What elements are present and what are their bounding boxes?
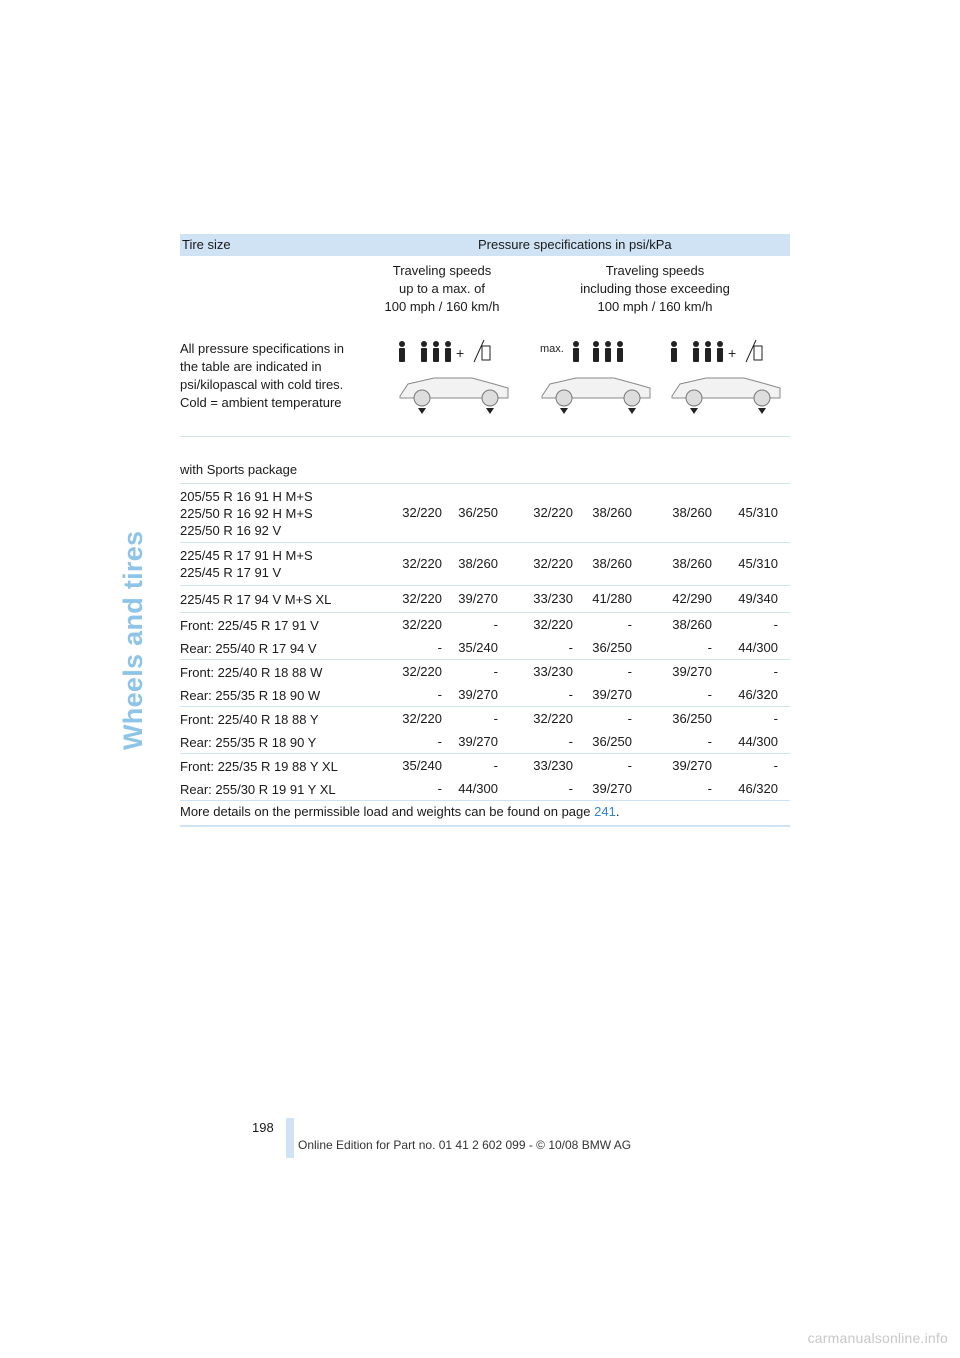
pressure-cell: 32/220 bbox=[402, 617, 442, 632]
pressure-cell: - bbox=[493, 664, 498, 679]
pressure-cell: 44/300 bbox=[458, 781, 498, 796]
table-header bbox=[180, 234, 790, 256]
table-row bbox=[180, 543, 790, 586]
pressure-cell: 33/230 bbox=[533, 758, 573, 773]
table-row bbox=[180, 660, 790, 684]
svg-text:+: + bbox=[456, 345, 465, 361]
tire-size-cell: Rear: 255/35 R 18 90 W bbox=[180, 688, 321, 703]
pressure-cell: 46/320 bbox=[738, 687, 778, 702]
speed-exceeding: Traveling speeds including those exceeding 100 mph / 160 km/h bbox=[580, 263, 730, 314]
pressure-cell: 32/220 bbox=[402, 505, 442, 520]
load-note: More details on the permissible load and weights can be found on page 241. bbox=[180, 801, 790, 827]
pressure-cell: - bbox=[568, 781, 573, 796]
table-row bbox=[180, 707, 790, 731]
pressure-cell: 32/220 bbox=[402, 664, 442, 679]
pressure-cell: 42/290 bbox=[672, 591, 712, 606]
pressure-cell: 46/320 bbox=[738, 781, 778, 796]
page-number: 198 bbox=[252, 1120, 274, 1135]
tire-pressure-table bbox=[180, 234, 790, 827]
full-load-car-icon bbox=[666, 338, 788, 414]
pressure-cell: 38/260 bbox=[672, 505, 712, 520]
pressure-cell: 33/230 bbox=[533, 591, 573, 606]
pressure-cell: 32/220 bbox=[533, 711, 573, 726]
pressure-cell: - bbox=[773, 711, 778, 726]
pressure-cell: 41/280 bbox=[592, 591, 632, 606]
pressure-cell: 33/230 bbox=[533, 664, 573, 679]
table-row bbox=[180, 586, 790, 613]
cold-tire-note: All pressure specifications in the table are indicated in psi/kilopascal with cold tires. Cold = ambient temperature bbox=[180, 341, 345, 410]
tire-size-cell: 225/45 R 17 94 V M+S XL bbox=[180, 592, 332, 607]
pressure-cell: - bbox=[707, 781, 712, 796]
pressure-cell: 39/270 bbox=[592, 687, 632, 702]
footer-edition-text: Online Edition for Part no. 01 41 2 602 099 - © 10/08 BMW AG bbox=[298, 1138, 632, 1152]
pressure-cell: - bbox=[568, 734, 573, 749]
pressure-cell: 36/250 bbox=[458, 505, 498, 520]
pressure-cell: 32/220 bbox=[402, 556, 442, 571]
pressure-cell: 36/250 bbox=[592, 640, 632, 655]
tire-size-cell: Rear: 255/30 R 19 91 Y XL bbox=[180, 782, 336, 797]
table-row bbox=[180, 684, 790, 707]
pressure-cell: 32/220 bbox=[533, 556, 573, 571]
pressure-cell: 32/220 bbox=[402, 711, 442, 726]
pressure-cell: - bbox=[437, 734, 442, 749]
sports-package-label: with Sports package bbox=[180, 437, 790, 484]
pressure-cell: 45/310 bbox=[738, 556, 778, 571]
pressure-cell: - bbox=[627, 758, 632, 773]
pressure-cell: - bbox=[568, 640, 573, 655]
pressure-cell: 44/300 bbox=[738, 734, 778, 749]
table-row bbox=[180, 613, 790, 637]
pressure-cell: 39/270 bbox=[672, 758, 712, 773]
pressure-cell: 32/220 bbox=[402, 591, 442, 606]
pressure-cell: - bbox=[707, 734, 712, 749]
pressure-cell: - bbox=[773, 758, 778, 773]
pressure-cell: 36/250 bbox=[672, 711, 712, 726]
partial-load-car-icon bbox=[394, 338, 516, 414]
tire-size-cell: Rear: 255/40 R 17 94 V bbox=[180, 641, 317, 656]
pressure-cell: - bbox=[568, 687, 573, 702]
tire-size-cell: Rear: 255/35 R 18 90 Y bbox=[180, 735, 317, 750]
pressure-cell: - bbox=[437, 640, 442, 655]
tire-size-cell: Front: 225/35 R 19 88 Y XL bbox=[180, 759, 338, 774]
pressure-cell: 38/260 bbox=[592, 556, 632, 571]
pressure-cell: 45/310 bbox=[738, 505, 778, 520]
pressure-cell: 38/260 bbox=[592, 505, 632, 520]
pressure-cell: - bbox=[627, 617, 632, 632]
table-row bbox=[180, 778, 790, 801]
pressure-cell: 39/270 bbox=[458, 591, 498, 606]
header-tire-size: Tire size bbox=[182, 237, 231, 252]
pressure-cell: 32/220 bbox=[533, 505, 573, 520]
header-pressure: Pressure specifications in psi/kPa bbox=[478, 237, 672, 252]
table-row bbox=[180, 484, 790, 543]
pressure-cell: - bbox=[437, 687, 442, 702]
pressure-cell: - bbox=[493, 711, 498, 726]
pressure-cell: 39/270 bbox=[458, 734, 498, 749]
tire-size-cell: 225/45 R 17 91 H M+S 225/45 R 17 91 V bbox=[180, 548, 313, 580]
pressure-cell: - bbox=[773, 617, 778, 632]
load-icons-row bbox=[180, 336, 790, 437]
pressure-cell: 39/270 bbox=[458, 687, 498, 702]
pressure-cell: - bbox=[707, 687, 712, 702]
pressure-cell: - bbox=[493, 617, 498, 632]
speed-headers bbox=[180, 256, 790, 336]
table-body bbox=[180, 484, 790, 801]
pressure-cell: 38/260 bbox=[672, 617, 712, 632]
tire-size-cell: Front: 225/45 R 17 91 V bbox=[180, 618, 319, 633]
watermark: carmanualsonline.info bbox=[807, 1330, 948, 1346]
pressure-cell: - bbox=[627, 664, 632, 679]
pressure-cell: 35/240 bbox=[402, 758, 442, 773]
pressure-cell: - bbox=[773, 664, 778, 679]
section-side-title: Wheels and tires bbox=[118, 530, 148, 750]
speed-up-to: Traveling speeds up to a max. of 100 mph / 160 km/h bbox=[384, 263, 500, 314]
max-label: max. bbox=[540, 343, 564, 355]
table-row bbox=[180, 731, 790, 754]
pressure-cell: 38/260 bbox=[672, 556, 712, 571]
tire-size-cell: 205/55 R 16 91 H M+S 225/50 R 16 92 H M+S 225/50 R 16 92 V bbox=[180, 489, 313, 538]
pressure-cell: 39/270 bbox=[592, 781, 632, 796]
pressure-cell: 32/220 bbox=[533, 617, 573, 632]
pressure-cell: - bbox=[493, 758, 498, 773]
pressure-cell: - bbox=[437, 781, 442, 796]
pressure-cell: - bbox=[707, 640, 712, 655]
pressure-cell: 39/270 bbox=[672, 664, 712, 679]
table-row bbox=[180, 754, 790, 778]
pressure-cell: - bbox=[627, 711, 632, 726]
svg-text:+: + bbox=[728, 345, 737, 361]
pressure-cell: 38/260 bbox=[458, 556, 498, 571]
footer-bar bbox=[286, 1118, 294, 1158]
pressure-cell: 36/250 bbox=[592, 734, 632, 749]
page-link[interactable]: 241 bbox=[594, 804, 616, 819]
table-row bbox=[180, 637, 790, 660]
pressure-cell: 49/340 bbox=[738, 591, 778, 606]
pressure-cell: 44/300 bbox=[738, 640, 778, 655]
tire-size-cell: Front: 225/40 R 18 88 Y bbox=[180, 712, 319, 727]
pressure-cell: 35/240 bbox=[458, 640, 498, 655]
max-load-car-icon bbox=[536, 338, 658, 414]
tire-size-cell: Front: 225/40 R 18 88 W bbox=[180, 665, 323, 680]
